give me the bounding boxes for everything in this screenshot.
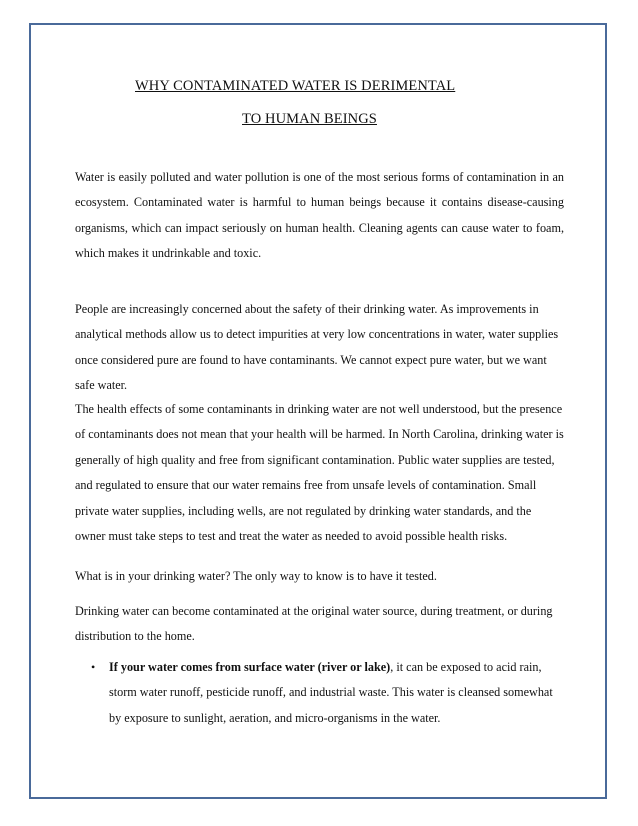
paragraph-contamination-sources: Drinking water can become contaminated at the original water source, during treatment, or during distribution to the home. (75, 604, 553, 644)
paragraph-intro: Water is easily polluted and water pollution is one of the most serious forms of contamination in an ecosystem. Contaminated water is harmful to human beings because it contains disease-causing organisms, which can impact seriously on human health. Cleaning agents can cause water to foam, which makes it undrinkable and toxic. (75, 170, 564, 261)
bullet-dot-icon: • (91, 660, 96, 674)
bullet-lead-text: If your water comes from surface water (river or lake) (109, 660, 391, 674)
paragraph-testing: What is in your drinking water? The only way to know is to have it tested. (75, 569, 437, 583)
list-item (75, 655, 564, 731)
paragraph-safety-concern: People are increasingly concerned about the safety of their drinking water. As improvements in analytical methods allow us to detect impurities at very low concentrations in water, water supplies once considered pure are found to have contaminants. We cannot expect pure water, but we want safe water. (75, 302, 559, 393)
paragraph-health-effects: The health effects of some contaminants in drinking water are not well understood, but the presence of contaminants does not mean that your health will be harmed. In North Carolina, drinking water is generally of high quality and free from significant contamination. Public water supplies are tested, and regulated to ensure that our water remains free from unsafe levels of contamination. Small private water supplies, including wells, are not regulated by drinking water standards, and the owner must take steps to test and treat the water as needed to avoid possible health risks. (75, 402, 564, 544)
bullet-list (75, 655, 564, 731)
document-title-line-2: TO HUMAN BEINGS (242, 111, 377, 127)
bullet-body-text: , it can be exposed to acid rain, storm water runoff, pesticide runoff, and industrial waste. This water is cleansed somewhat by exposure to sunlight, aeration, and micro-organisms in the water. (109, 660, 553, 725)
document-title-line-1: WHY CONTAMINATED WATER IS DERIMENTAL (135, 78, 456, 94)
